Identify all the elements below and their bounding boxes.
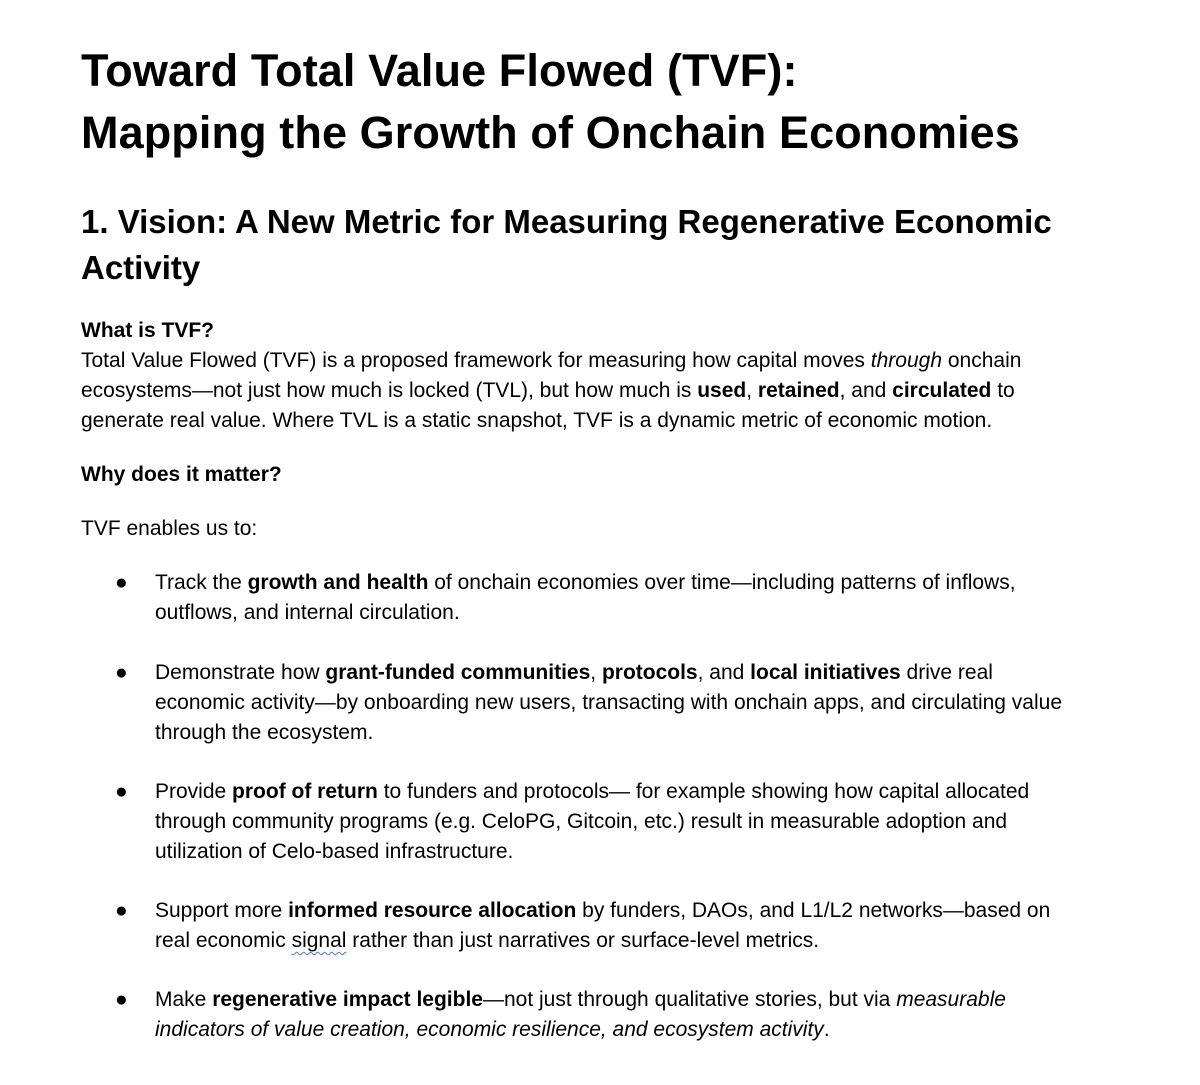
list-item-line [155, 926, 1155, 956]
title-line-1: Toward Total Value Flowed (TVF): [81, 45, 798, 96]
text-run: , and [839, 379, 893, 402]
text-run: Make [155, 988, 213, 1011]
text-run: Provide [155, 780, 233, 803]
paragraph-line [81, 376, 1141, 406]
intro-text: TVF enables us to: [81, 517, 258, 540]
list-item-text [155, 568, 1155, 628]
bullet-icon: ● [115, 899, 128, 922]
list-item-text [155, 777, 1155, 867]
bullet-icon: ● [115, 661, 128, 684]
bold-proof-of-return: proof of return [232, 780, 378, 803]
spellcheck-word-signal[interactable]: signal [291, 929, 347, 952]
bold-grant-funded: grant-funded communities [325, 661, 591, 684]
bold-protocols: protocols [601, 661, 698, 684]
title-line-2: Mapping the Growth of Onchain Economies [81, 107, 1020, 158]
emphasis-through: through [870, 349, 943, 372]
list-item-line [155, 568, 1155, 598]
paragraph-line [81, 346, 1141, 376]
bold-local-initiatives: local initiatives [750, 661, 901, 684]
text-run: ecosystems—not just how much is locked (TVL), but how much is [81, 379, 698, 402]
document-title [81, 40, 1161, 164]
bold-retained: retained [757, 379, 840, 402]
list-item-text [155, 658, 1155, 748]
text-run: onchain [942, 349, 1022, 372]
section-heading-line-1: 1. Vision: A New Metric for Measuring Regenerative Economic [81, 203, 1052, 240]
text-run: . [823, 1018, 830, 1041]
section-heading-vision [81, 199, 1141, 291]
text-run: Demonstrate how [155, 661, 326, 684]
bullet-icon: ● [115, 780, 128, 803]
list-item-line: through the ecosystem. [155, 721, 374, 744]
emphasis-measurable: measurable [896, 988, 1006, 1011]
list-item-line [155, 985, 1155, 1015]
bold-used: used [697, 379, 747, 402]
text-run: drive real [900, 661, 993, 684]
text-run: to funders and protocols— for example showing how capital allocated [377, 780, 1030, 803]
text-run: Track the [155, 571, 248, 594]
text-run: , [590, 661, 602, 684]
list-item-line [155, 896, 1155, 926]
list-item-line: utilization of Celo-based infrastructure. [155, 840, 514, 863]
text-run: , and [697, 661, 751, 684]
text-run: rather than just narratives or surface-level metrics. [346, 929, 820, 952]
text-run: Support more [155, 899, 289, 922]
section-heading-line-2: Activity [81, 249, 201, 286]
text-run: by funders, DAOs, and L1/L2 networks—based on [576, 899, 1051, 922]
list-item-line: economic activity—by onboarding new users, transacting with onchain apps, and circulating value [155, 691, 1062, 714]
subheading-what-is-tvf: What is TVF? [81, 319, 214, 342]
bullet-icon: ● [115, 571, 128, 594]
bold-regenerative-impact: regenerative impact legible [212, 988, 483, 1011]
bold-circulated: circulated [892, 379, 992, 402]
bold-growth-and-health: growth and health [247, 571, 429, 594]
text-run: real economic [155, 929, 292, 952]
text-run: of onchain economies over time—including patterns of inflows, [428, 571, 1016, 594]
subheading-why-matter: Why does it matter? [81, 463, 282, 486]
text-run: Total Value Flowed (TVF) is a proposed framework for measuring how capital moves [81, 349, 871, 372]
text-run: —not just through qualitative stories, but via [482, 988, 897, 1011]
list-item-text [155, 985, 1155, 1045]
paragraph-what-is-tvf [81, 346, 1141, 436]
bullet-icon: ● [115, 988, 128, 1011]
list-item-line: through community programs (e.g. CeloPG, Gitcoin, etc.) result in measurable adoption and [155, 810, 1008, 833]
list-item-line [155, 658, 1155, 688]
list-item-line: outflows, and internal circulation. [155, 601, 460, 624]
paragraph-line: generate real value. Where TVL is a static snapshot, TVF is a dynamic metric of economic motion. [81, 409, 993, 432]
bold-informed-resource-allocation: informed resource allocation [288, 899, 577, 922]
emphasis-indicators: indicators of value creation, economic resilience, and ecosystem activity [155, 1018, 824, 1041]
text-run: to [991, 379, 1015, 402]
text-run: , [746, 379, 758, 402]
list-item-line [155, 777, 1155, 807]
list-item-line [155, 1015, 1155, 1045]
list-item-text [155, 896, 1155, 956]
